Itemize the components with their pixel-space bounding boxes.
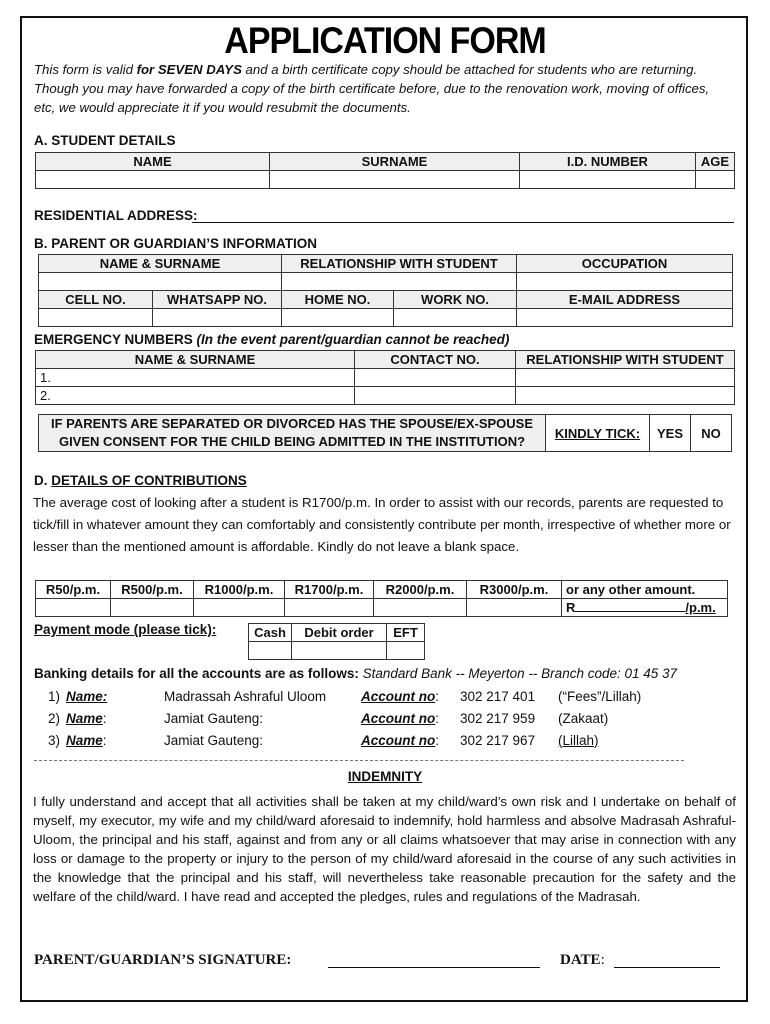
student-id-field[interactable]: [520, 171, 696, 189]
col-home-no: HOME NO.: [282, 291, 394, 309]
payment-eft[interactable]: EFT: [387, 624, 425, 642]
kindly-tick-label: KINDLY TICK:: [546, 415, 650, 452]
contributions-text: The average cost of looking after a student is R1700/p.m. In order to assist with our records, parents are requested to tick/fill in whatever amount they can comfortably and consistently contribute per month, irrespective of whether more or lesser than the mentioned amount is affordable. Kindly do not leave a blank space.: [33, 495, 731, 554]
indemnity-heading: INDEMNITY: [347, 769, 423, 784]
col-parent-name: NAME & SURNAME: [39, 255, 282, 273]
account-number: 302 217 967: [460, 732, 536, 748]
other-amount-prefix: R: [566, 600, 576, 615]
other-amount-blank[interactable]: [575, 611, 685, 612]
account-num: 2): [48, 710, 61, 726]
occupation-field[interactable]: [517, 273, 733, 291]
other-amount-suffix: /p.m.: [685, 600, 716, 615]
col-id-number: I.D. NUMBER: [520, 153, 696, 171]
consent-yes[interactable]: YES: [650, 415, 691, 452]
section-a-heading: A. STUDENT DETAILS: [34, 133, 176, 148]
emergency-row-1[interactable]: 1.: [36, 369, 355, 387]
bank-accounts: [48, 685, 641, 751]
account-number: 302 217 401: [460, 688, 536, 704]
account-name: Jamiat Gauteng:: [164, 710, 264, 726]
payment-cash[interactable]: Cash: [249, 624, 292, 642]
emergency-row-2[interactable]: 2.: [36, 387, 355, 405]
col-cell-no: CELL NO.: [39, 291, 153, 309]
col-emergency-relationship: RELATIONSHIP WITH STUDENT: [516, 351, 735, 369]
home-no-field[interactable]: [282, 309, 394, 327]
amount-blank-4: [285, 599, 374, 617]
debit-order-tick[interactable]: [292, 642, 387, 660]
other-amount-field[interactable]: [562, 599, 728, 617]
date-label: DATE:: [560, 952, 605, 968]
eft-tick[interactable]: [387, 642, 425, 660]
intro-validity: for SEVEN DAYS: [136, 62, 242, 77]
col-surname: SURNAME: [270, 153, 520, 171]
amount-r500[interactable]: R500/p.m.: [111, 581, 194, 599]
signature-label: PARENT/GUARDIAN’S SIGNATURE:: [34, 952, 292, 968]
amount-blank-6: [467, 599, 562, 617]
account-name: Madrassah Ashraful Uloom: [164, 688, 327, 704]
parent-info-table: [38, 254, 733, 327]
intro-part-1: This form is valid: [34, 62, 137, 77]
col-emergency-name: NAME & SURNAME: [36, 351, 355, 369]
emergency-contact-1[interactable]: [355, 369, 516, 387]
residential-address-field[interactable]: [192, 222, 734, 223]
amount-r1000[interactable]: R1000/p.m.: [194, 581, 285, 599]
amount-r50[interactable]: R50/p.m.: [36, 581, 111, 599]
indemnity-text: I fully understand and accept that all activities shall be taken at my child/ward’s own risk and I undertake on behalf of myself, my executor, my wife and my child/ward aforesaid to indemnify, hold harmless and absolve Madrasah Ashraful-Uloom, the principal and his staff, against and from any or all claims whatsoever that may arise in connection with any loss or damage to the property or injury to the person of my child/ward aforesaid in the course of any such activities in the knowledge that the principal and his staff, will nevertheless take reasonable precaution for the safety and the welfare of the child/ward. I have read and accepted the pledges, rules and regulations of the Madrasah.: [33, 794, 736, 904]
col-whatsapp-no: WHATSAPP NO.: [153, 291, 282, 309]
date-field[interactable]: [614, 967, 720, 968]
date-label-text: DATE: [560, 952, 601, 968]
account-purpose: (Zakaat): [558, 710, 609, 726]
bank-info: Standard Bank -- Meyerton -- Branch code: 01 45 37: [362, 666, 678, 681]
emergency-table: [35, 350, 735, 405]
amount-r2000[interactable]: R2000/p.m.: [374, 581, 467, 599]
name-label: Name:: [66, 688, 108, 704]
emergency-relationship-2[interactable]: [516, 387, 735, 405]
emergency-relationship-1[interactable]: [516, 369, 735, 387]
account-no-label: Account no: [361, 732, 436, 748]
amount-blank-2: [111, 599, 194, 617]
consent-table: [38, 414, 732, 452]
account-no-label: Account no: [361, 710, 436, 726]
amount-blank-1: [36, 599, 111, 617]
student-details-table: [35, 152, 735, 189]
col-relationship: RELATIONSHIP WITH STUDENT: [282, 255, 517, 273]
col-age: AGE: [696, 153, 735, 171]
student-name-field[interactable]: [36, 171, 270, 189]
bank-account-row: 1) Name: Madrassah Ashraful Uloom Account no: 302 217 401 (“Fees”/Lillah): [48, 685, 641, 707]
email-field[interactable]: [517, 309, 733, 327]
banking-label: Banking details for all the accounts are as follows:: [34, 666, 359, 681]
amount-r3000[interactable]: R3000/p.m.: [467, 581, 562, 599]
banking-details: [34, 666, 677, 681]
emergency-heading: [34, 332, 509, 347]
amount-blank-3: [194, 599, 285, 617]
work-no-field[interactable]: [394, 309, 517, 327]
cash-tick[interactable]: [249, 642, 292, 660]
form-title: APPLICATION FORM: [224, 20, 546, 62]
col-work-no: WORK NO.: [394, 291, 517, 309]
section-d-heading: [34, 473, 247, 488]
divider: [34, 760, 684, 761]
amount-r1700[interactable]: R1700/p.m.: [285, 581, 374, 599]
residential-address-label: RESIDENTIAL ADDRESS:: [34, 208, 198, 223]
section-d-prefix: D.: [34, 473, 52, 488]
account-num: 3): [48, 732, 61, 748]
amount-other: or any other amount.: [562, 581, 728, 599]
payment-mode-label: Payment mode (please tick):: [34, 622, 217, 637]
payment-mode-table: [248, 623, 425, 660]
col-occupation: OCCUPATION: [517, 255, 733, 273]
consent-line-2: GIVEN CONSENT FOR THE CHILD BEING ADMITTED IN THE INSTITUTION?: [58, 434, 526, 449]
account-name: Jamiat Gauteng:: [164, 732, 264, 748]
whatsapp-no-field[interactable]: [153, 309, 282, 327]
section-b-heading: B. PARENT OR GUARDIAN’S INFORMATION: [34, 236, 317, 251]
bank-account-row: 3) Name: Jamiat Gauteng: Account no: 302 217 967 (Lillah): [48, 729, 641, 751]
relationship-field[interactable]: [282, 273, 517, 291]
contribution-amounts-table: [35, 580, 728, 617]
intro-part-2: and a birth certificate copy should be attached for students who are returning. Though you may have forwarded a copy of the birth certificate before, due to the renovation work, moving of offices, etc, we would appreciate it if you would resubmit the documents.: [34, 62, 710, 115]
col-email: E-MAIL ADDRESS: [517, 291, 733, 309]
amount-blank-5: [374, 599, 467, 617]
name-label: Name: [66, 732, 103, 748]
col-emergency-contact: CONTACT NO.: [355, 351, 516, 369]
account-num: 1): [48, 688, 61, 704]
student-age-field[interactable]: [696, 171, 735, 189]
col-name: NAME: [36, 153, 270, 171]
signature-field[interactable]: [328, 967, 540, 968]
account-number: 302 217 959: [460, 710, 536, 726]
consent-line-1: IF PARENTS ARE SEPARATED OR DIVORCED HAS THE SPOUSE/EX-SPOUSE: [50, 416, 534, 431]
consent-no[interactable]: NO: [691, 415, 732, 452]
student-surname-field[interactable]: [270, 171, 520, 189]
emergency-note: (In the event parent/guardian cannot be reached): [196, 332, 510, 347]
emergency-title: EMERGENCY NUMBERS: [34, 332, 197, 347]
parent-name-field[interactable]: [39, 273, 282, 291]
payment-debit-order[interactable]: Debit order: [292, 624, 387, 642]
intro-text: [34, 60, 734, 117]
section-d-title: DETAILS OF CONTRIBUTIONS: [51, 473, 247, 488]
cell-no-field[interactable]: [39, 309, 153, 327]
name-label: Name: [66, 710, 103, 726]
consent-question: [39, 415, 546, 452]
account-purpose: (Lillah): [558, 732, 599, 748]
bank-account-row: 2) Name: Jamiat Gauteng: Account no: 302 217 959 (Zakaat): [48, 707, 641, 729]
account-purpose: (“Fees”/Lillah): [558, 688, 642, 704]
account-no-label: Account no: [361, 688, 436, 704]
emergency-contact-2[interactable]: [355, 387, 516, 405]
